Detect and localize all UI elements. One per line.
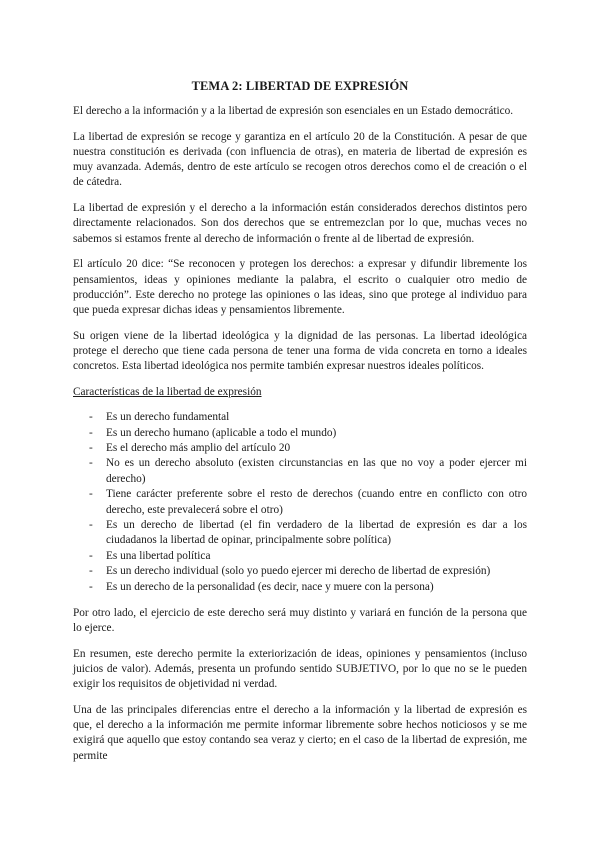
document-title: TEMA 2: LIBERTAD DE EXPRESIÓN (191, 79, 409, 93)
paragraph-article-quote: El artículo 20 dice: “Se reconocen y protegen los derechos: a expresar y difundir libremente los pensamientos, ideas y opiniones mediante la palabra, el escrito o cualquier otro medio de producción”. Este derecho no protege las opiniones o las ideas, sino que protege al individuo para que pueda expresar dichas ideas y pensamientos libremente. (73, 258, 527, 317)
paragraph-summary: En resumen, este derecho permite la exteriorización de ideas, opiniones y pensamientos (incluso juicios de valor). Además, presenta un profundo sentido SUBJETIVO, por lo que no se le pueden exigir los requisitos de objetividad ni verdad. (73, 647, 527, 691)
paragraph-differences: Una de las principales diferencias entre el derecho a la información y la libertad de expresión es que, el derecho a la información me permite informar libremente sobre hechos noticiosos y se me exigirá que aquello que estoy contando sea veraz y cierto; en el caso de la libertad de expresión, me permite (73, 703, 527, 762)
list-item: - Es un derecho humano (aplicable a todo el mundo) (73, 426, 527, 441)
characteristics-list (73, 410, 527, 595)
paragraph-distinct-rights: La libertad de expresión y el derecho a la información están considerados derechos distintos pero directamente relacionados. Son dos derechos que se entremezclan por lo que, muchas veces no sabemos si estamos frente al derecho de información o frente al de libertad de expresión. (73, 202, 527, 245)
paragraph-article-20: La libertad de expresión se recoge y garantiza en el artículo 20 de la Constitución. A pesar de que nuestra constitución es derivada (con influencia de otras), en materia de libertad de expresión es muy avanzada. Además, dentro de este artículo se recogen otros derechos como el de creación o el de cátedra. (73, 130, 527, 189)
list-item: - Es una libertad política (73, 549, 527, 564)
list-item: - No es un derecho absoluto (existen circunstancias en las que no voy a poder ejercer mi derecho) (73, 456, 527, 487)
characteristics-heading: Características de la libertad de expresión (73, 386, 262, 399)
list-item: - Tiene carácter preferente sobre el resto de derechos (cuando entre en conflicto con otro derecho, este prevalecerá sobre el otro) (73, 487, 527, 518)
list-item: - Es el derecho más amplio del artículo 20 (73, 441, 527, 456)
list-item: - Es un derecho de libertad (el fin verdadero de la libertad de expresión es dar a los ciudadanos la libertad de opinar, principalmente sobre política) (73, 518, 527, 549)
paragraph-origin: Su origen viene de la libertad ideológica y la dignidad de las personas. La libertad ideológica protege el derecho que tiene cada persona de tener una forma de vida concreta en torno a ideales concretos. Esta libertad ideológica nos permite también expresar nuestros ideales políticos. (73, 329, 527, 373)
list-item: - Es un derecho de la personalidad (es decir, nace y muere con la persona) (73, 580, 527, 595)
list-item: - Es un derecho fundamental (73, 410, 527, 425)
paragraph-intro: El derecho a la información y a la libertad de expresión son esenciales en un Estado democrático. (73, 105, 514, 117)
paragraph-exercise: Por otro lado, el ejercicio de este derecho será muy distinto y variará en función de la persona que lo ejerce. (73, 606, 527, 634)
list-item: - Es un derecho individual (solo yo puedo ejercer mi derecho de libertad de expresión) (73, 564, 527, 579)
document-body (73, 78, 527, 774)
